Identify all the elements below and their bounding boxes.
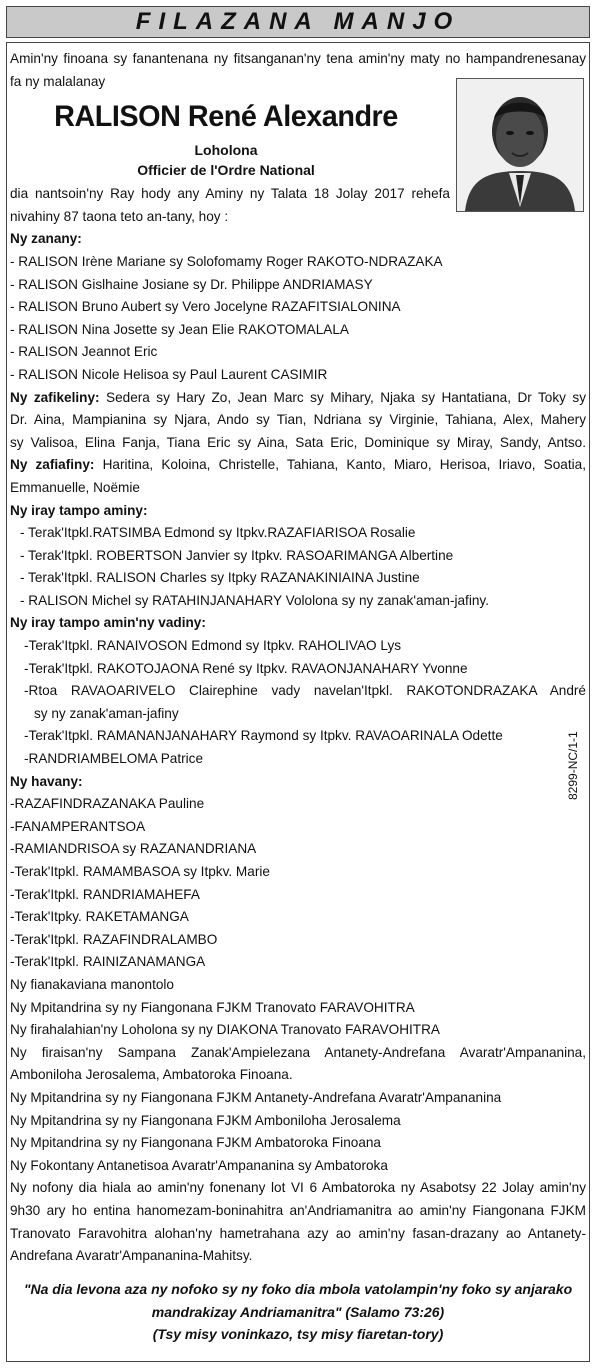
intro-line-2: fa ny malalanay [10, 73, 106, 89]
children-label: Ny zanany: [10, 231, 82, 247]
relatives-label: Ny havany: [10, 773, 83, 789]
list-item: - RALISON Gislhaine Josiane sy Dr. Philippe ANDRIAMASY [10, 276, 373, 292]
list-item: - RALISON Irène Mariane sy Solofomamy Roger RAKOTO-NDRAZAKA [10, 253, 443, 269]
list-item: - RALISON Jeannot Eric [10, 344, 158, 360]
list-item: Amboniloha Jerosalema, Ambatoroka Finoana. [10, 1067, 293, 1083]
list-item: - RALISON Nina Josette sy Jean Elie RAKOTOMALALA [10, 321, 349, 337]
list-item: - RALISON Bruno Aubert sy Vero Jocelyne RAZAFITSIALONINA [10, 299, 401, 315]
list-item: Ny fianakaviana manontolo [10, 976, 174, 992]
list-item: -RAZAFINDRAZANAKA Pauline [10, 796, 205, 812]
reference-code: 8299-NC/1-1 [566, 731, 580, 800]
grandchildren-label: Ny zafikeliny: [10, 389, 100, 405]
list-item: -Terak'Itpkl. RAMAMBASOA sy Itpkv. Marie [10, 864, 270, 879]
deceased-role-1: Loholona [194, 142, 258, 158]
list-item: - RALISON Michel sy RATAHINJANAHARY Vololona sy ny zanak'aman-jafiny. [20, 592, 489, 608]
list-item: - Terak'Itpkl.RATSIMBA Edmond sy Itpkv.RAZAFIARISOA Rosalie [20, 525, 416, 541]
notice-header [6, 6, 590, 38]
intro-line-1: Amin'ny finoana sy fanantenana ny fitsanganan'ny tena amin'ny maty no hampandrenesanay [10, 51, 586, 66]
list-item: -Terak'Itpkl. RANDRIAMAHEFA [10, 886, 200, 902]
funeral-line-2: 9h30 ary ho entina hanomezam-boninahitra an'Andriamanitra ao amin'ny Fiangonana FJKM [10, 1202, 586, 1218]
great-grandchildren-text: Haritina, Koloina, Christelle, Tahiana, Kanto, Miaro, Herisoa, Iriavo, Soatia, [94, 457, 586, 473]
funeral-line-4: Andrefana Avaratr'Ampananina-Mahitsy. [10, 1248, 253, 1264]
list-item: - Terak'Itpkl. ROBERTSON Janvier sy Itpkv. RASOARIMANGA Albertine [20, 547, 454, 563]
verse-line-3: (Tsy misy voninkazo, tsy misy fiaretan-tory) [152, 1326, 444, 1342]
notice-body [10, 48, 586, 1268]
list-item: -Terak'Itpkl. RAMANANJANAHARY Raymond sy Itpkv. RAVAOARINALA Odette [24, 728, 503, 744]
deceased-name: RALISON René Alexandre [54, 100, 398, 133]
list-item: Ny Fokontany Antanetisoa Avaratr'Ampananina sy Ambatoroka [10, 1157, 388, 1173]
list-item: -FANAMPERANTSOA [10, 818, 146, 834]
list-item: Ny firahalahian'ny Loholona sy ny DIAKONA Tranovato FARAVOHITRA [10, 1022, 440, 1038]
great-grandchildren-label: Ny zafiafiny: [10, 457, 95, 473]
list-item: - Terak'Itpkl. RALISON Charles sy Itpky RAZANAKINIAINA Justine [20, 570, 420, 586]
list-item: -RANDRIAMBELOMA Patrice [24, 751, 204, 767]
list-item: Ny Mpitandrina sy ny Fiangonana FJKM Antanety-Andrefana Avaratr'Ampananina [10, 1089, 502, 1105]
grandchildren-text: Sedera sy Hary Zo, Jean Marc sy Mihary, Njaka sy Hantatiana, Dr Toky sy [99, 389, 586, 405]
grandchildren-line-2: Dr. Aina, Mampianina sy Njara, Ando sy Tian, Ndriana sy Virginie, Tahiana, Alex, Mahery [10, 412, 586, 428]
great-grandchildren-line-2: Emmanuelle, Noëmie [10, 479, 140, 495]
list-item: -Terak'Itpkl. RAKOTOJAONA René sy Itpkv. RAVAONJANAHARY Yvonne [24, 660, 468, 676]
funeral-line-3: Tranovato Faravohitra alohan'ny hametrahana azy ao amin'ny fasan-drazany ao Antanety- [10, 1225, 586, 1241]
list-item: -Terak'Itpky. RAKETAMANGA [10, 909, 189, 925]
great-grandchildren-line-1 [10, 454, 586, 477]
death-notice-line-2: nivahiny 87 taona teto an-tany, hoy : [10, 208, 229, 224]
list-item: sy ny zanak'aman-jafiny [34, 705, 179, 721]
verse-line-1: "Na dia levona aza ny nofoko sy ny foko dia mbola vatolampin'ny foko sy anjarako [23, 1281, 573, 1297]
list-item: -Terak'Itpkl. RANAIVOSON Edmond sy Itpkv. RAHOLIVAO Lys [24, 638, 402, 654]
death-notice-line-1: dia nantsoin'ny Ray hody any Aminy ny Talata 18 Jolay 2017 rehefa [10, 186, 450, 202]
list-item: - RALISON Nicole Helisoa sy Paul Laurent CASIMIR [10, 366, 328, 382]
list-item: -RAMIANDRISOA sy RAZANANDRIANA [10, 841, 257, 857]
notice-title: FILAZANA MANJO [135, 8, 461, 35]
deceased-role-2: Officier de l'Ordre National [137, 162, 315, 178]
funeral-line-1: Ny nofony dia hiala ao amin'ny fonenany lot VI 6 Ambatoroka ny Asabotsy 22 Jolay amin'ny [10, 1180, 586, 1196]
grandchildren-line-1 [10, 387, 586, 410]
list-item: Ny Mpitandrina sy ny Fiangonana FJKM Amboniloha Jerosalema [10, 1112, 401, 1128]
verse-line-2: mandrakizay Andriamanitra" (Salamo 73:26) [151, 1303, 445, 1320]
list-item: -Terak'Itpkl. RAINIZANAMANGA [10, 954, 206, 970]
list-item: Ny Mpitandrina sy ny Fiangonana FJKM Tranovato FARAVOHITRA [10, 999, 415, 1015]
bible-verse [10, 1278, 586, 1346]
inlaws-label: Ny iray tampo amin'ny vadiny: [10, 615, 206, 631]
list-item: Ny firaisan'ny Sampana Zanak'Ampielezana Antanety-Andrefana Avaratr'Ampananina, [10, 1044, 586, 1060]
name-spacer [10, 93, 586, 183]
list-item: -Terak'Itpkl. RAZAFINDRALAMBO [10, 931, 218, 947]
grandchildren-line-3: sy Valisoa, Elina Fanja, Tiana Eric sy Aina, Sata Eric, Dominique sy Miray, Sandy, Antso. [10, 434, 586, 450]
list-item: Ny Mpitandrina sy ny Fiangonana FJKM Ambatoroka Finoana [10, 1135, 381, 1151]
siblings-label: Ny iray tampo aminy: [10, 502, 148, 518]
list-item: -Rtoa RAVAOARIVELO Clairephine vady navelan'Itpkl. RAKOTONDRAZAKA André [24, 683, 586, 699]
